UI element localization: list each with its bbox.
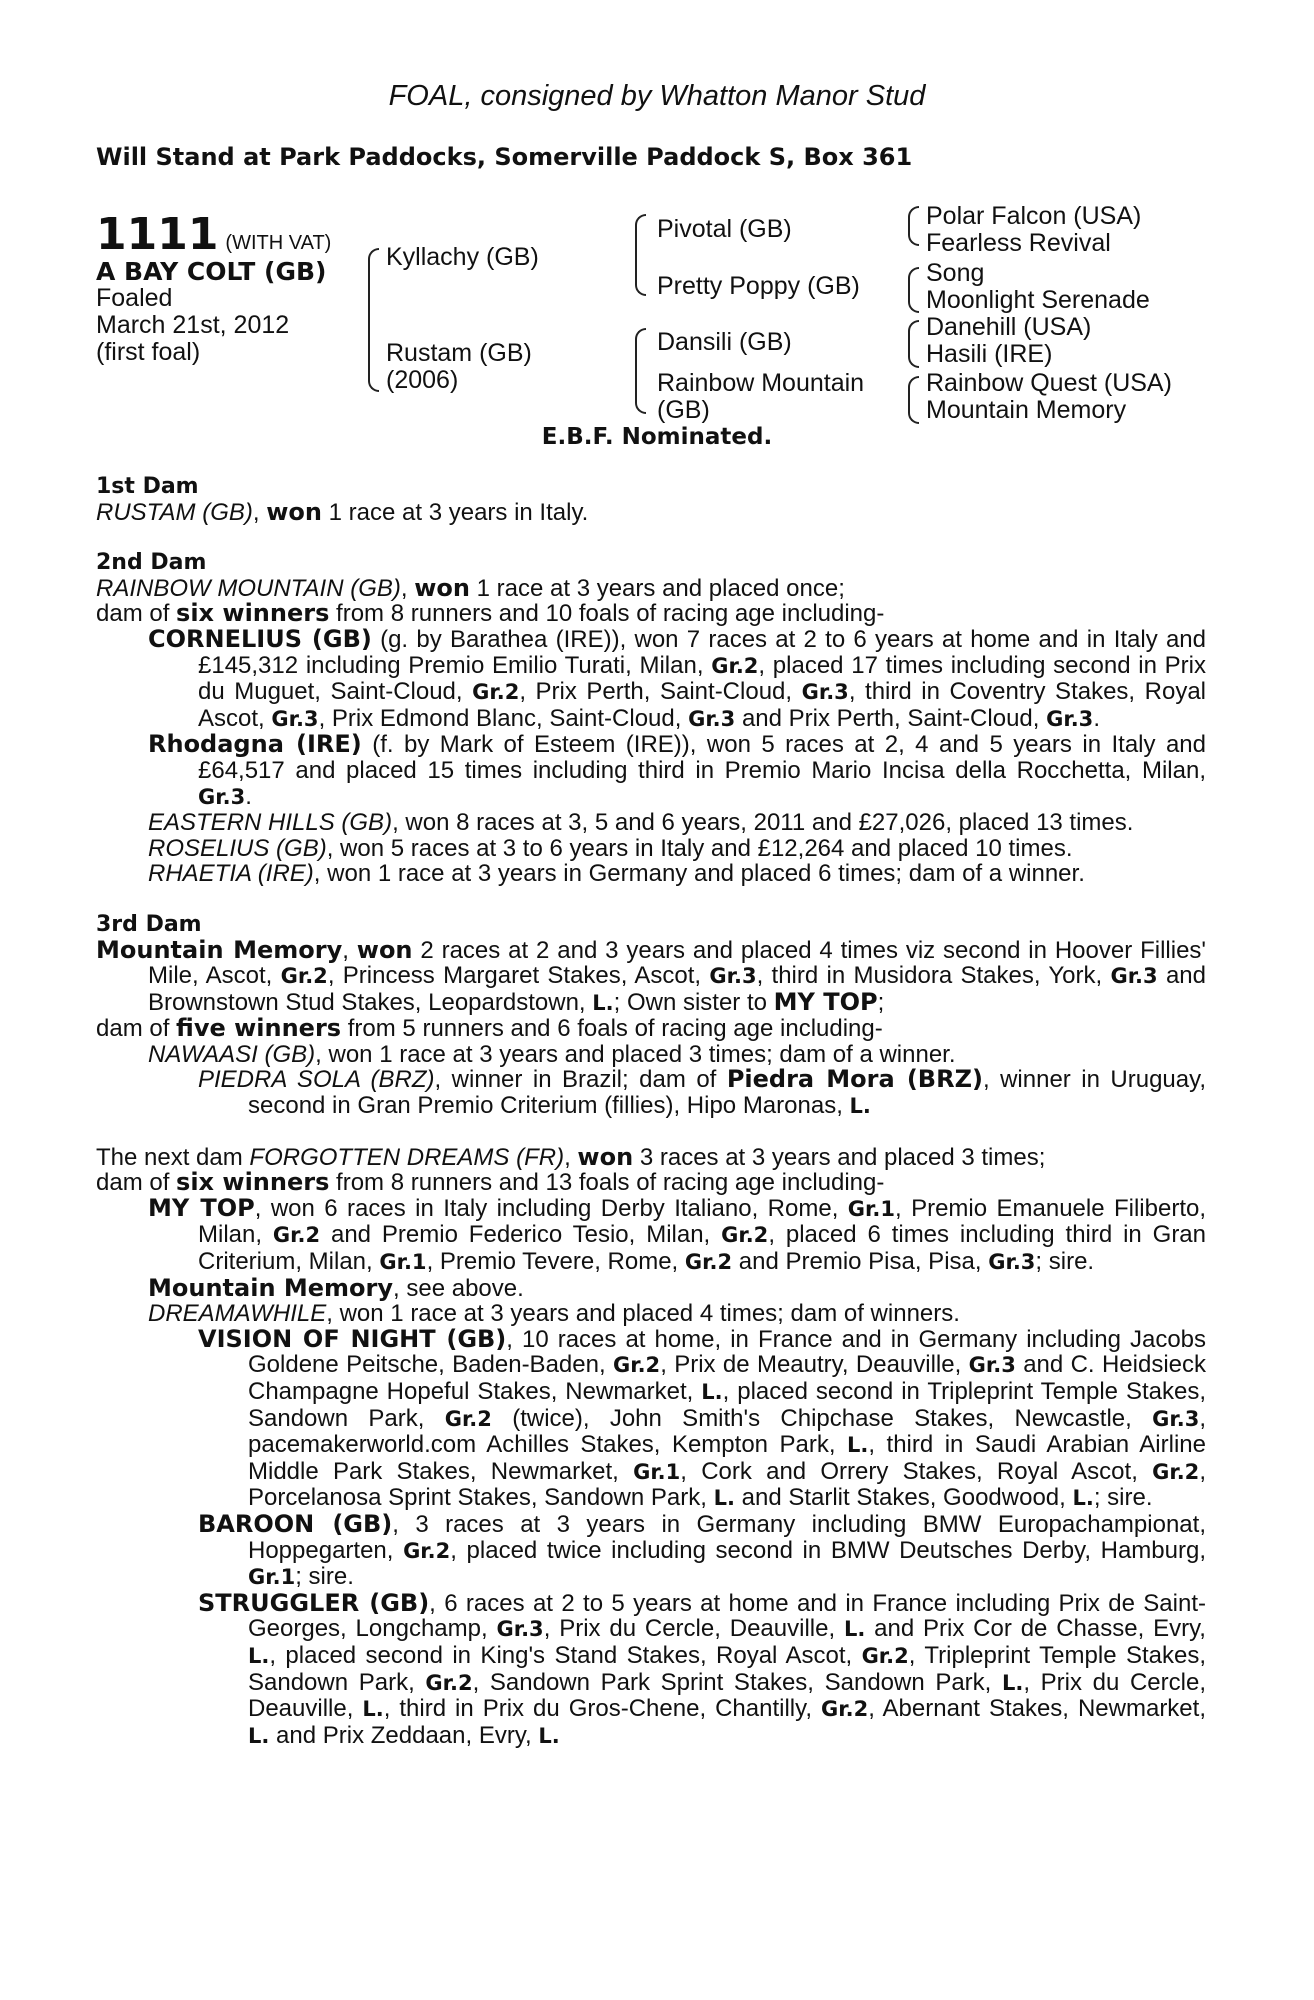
produce-entry-roselius	[148, 836, 1206, 862]
produce-entry-struggler	[198, 1588, 1206, 1750]
winners-count: five winners	[176, 1014, 342, 1043]
pedigree-brace-g3-3	[908, 320, 919, 368]
record-text: ;	[877, 988, 885, 1016]
consignment-line: FOAL, consigned by Whatton Manor Stud	[388, 80, 926, 112]
horse-name: DREAMAWHILE	[148, 1300, 327, 1328]
horse-name: MY TOP	[148, 1193, 255, 1222]
grade-label: Gr.3	[988, 1250, 1036, 1275]
grade-label: Gr.2	[684, 1250, 733, 1275]
grade-label: L.	[248, 1643, 270, 1668]
grade-label: L.	[843, 1617, 866, 1642]
catalogue-body	[96, 474, 1206, 1749]
second-dam-produce-summary	[96, 601, 1206, 627]
pedigree-gen3-5: Danehill (USA)	[926, 313, 1092, 341]
pedigree-brace-g3-2	[908, 267, 919, 313]
record-text: and Prix Zeddaan, Evry,	[269, 1721, 539, 1749]
record-text: , won 5 races at 3 to 6 years in Italy and £12,264 and placed 10 times.	[326, 834, 1073, 862]
pedigree-dam-dam-line2: (GB)	[657, 396, 710, 424]
foal-note: (first foal)	[96, 338, 201, 366]
record-text: , placed twice including second in BMW Deutsches Derby, Hamburg,	[450, 1536, 1206, 1564]
pedigree-gen3-8: Mountain Memory	[926, 396, 1127, 424]
grade-label: L.	[538, 1723, 560, 1748]
pedigree-brace-gen1	[368, 248, 379, 392]
record-text: , Prix Edmond Blanc, Saint-Cloud,	[318, 704, 689, 732]
pedigree-gen3-4: Moonlight Serenade	[926, 286, 1150, 314]
won-label: won	[356, 935, 413, 964]
grade-label: Gr.3	[709, 964, 757, 989]
pedigree-brace-dam	[635, 328, 646, 414]
record-text: , Sandown Park Sprint Stakes, Sandown Park,	[472, 1668, 1002, 1696]
pedigree-sire: Kyllachy (GB)	[386, 243, 539, 271]
lot-number: 1111	[96, 209, 219, 260]
record-text: dam of	[96, 600, 177, 628]
pedigree-sire-dam: Pretty Poppy (GB)	[657, 272, 860, 300]
horse-name: BAROON (GB)	[198, 1509, 393, 1538]
record-text: (f. by Mark of Esteem (IRE)), won 5 races at 2, 4 and 5 years in Italy and £64,517 and placed 15 times including third in Premio Mario Incisa della Rocchetta, Milan,	[198, 731, 1206, 784]
grade-label: Gr.2	[821, 1697, 869, 1722]
first-dam-record: RUSTAM (GB), won 1 race at 3 years in Italy.	[96, 497, 589, 526]
record-text: , placed second in King's Stand Stakes, Royal Ascot,	[269, 1641, 862, 1669]
record-text: .	[245, 782, 252, 810]
horse-name: EASTERN HILLS (GB)	[148, 809, 393, 837]
record-text: and Starlit Stakes, Goodwood,	[734, 1484, 1073, 1512]
next-dam-record	[96, 1142, 1206, 1171]
grade-label: Gr.3	[968, 1353, 1016, 1378]
record-text: , placed second in Tripleprint Temple Stakes, Sandown Park,	[248, 1378, 1206, 1432]
grade-label: Gr.3	[1110, 964, 1158, 989]
pedigree-brace-g3-4	[908, 376, 919, 424]
record-text: (g. by Barathea (IRE)), won 7 races at 2 to 6 years at home and in Italy and £145,312 including Premio Emilio Turati, Milan,	[198, 625, 1206, 679]
grade-label: Gr.2	[472, 680, 520, 705]
pedigree-dam-dam-line1: Rainbow Mountain	[657, 369, 865, 397]
grade-label: L.	[1072, 1486, 1094, 1511]
produce-entry-eastern-hills	[148, 810, 1206, 836]
horse-name: CORNELIUS (GB)	[148, 624, 372, 653]
first-dam-heading: 1st Dam	[96, 474, 199, 499]
dam-name: RAINBOW MOUNTAIN (GB)	[96, 574, 401, 602]
record-text: and Prix Perth, Saint-Cloud,	[735, 704, 1047, 732]
horse-name: PIEDRA SOLA (BRZ)	[198, 1066, 435, 1094]
produce-entry-mountain-memory	[148, 1273, 1206, 1302]
record-text: , pacemakerworld.com Achilles Stakes, Kempton Park,	[248, 1404, 1207, 1459]
grade-label: Gr.2	[444, 1406, 492, 1431]
lot-name: A BAY COLT (GB)	[96, 257, 327, 286]
grade-label: Gr.2	[861, 1643, 909, 1668]
record-text: dam of	[96, 1015, 177, 1043]
pedigree-dam-year: (2006)	[386, 366, 459, 394]
stand-location: Will Stand at Park Paddocks, Somerville Paddock S, Box 361	[96, 143, 913, 171]
pedigree-brace-sire	[635, 214, 646, 296]
third-dam-heading: 3rd Dam	[96, 911, 202, 937]
grade-label: Gr.3	[271, 706, 319, 731]
record-text: and Brownstown Stud Stakes, Leopardstown,	[148, 962, 1206, 1016]
grade-label: Gr.1	[847, 1196, 895, 1221]
pedigree-gen3-6: Hasili (IRE)	[926, 340, 1053, 368]
record-text: from 5 runners and 6 foals of racing age including-	[341, 1015, 883, 1043]
grade-label: Gr.3	[1046, 706, 1094, 731]
record-text: and Premio Federico Tesio, Milan,	[320, 1221, 722, 1249]
won-label: won	[414, 573, 470, 602]
produce-entry-cornelius	[148, 624, 1206, 732]
grade-label: Gr.1	[633, 1459, 681, 1484]
grade-label: L.	[701, 1380, 723, 1404]
record-text: , third in Musidora Stakes, York,	[756, 962, 1111, 990]
grade-label: L.	[847, 1433, 869, 1458]
record-text: and Prix Cor de Chasse, Evry,	[865, 1615, 1206, 1643]
grade-label: Gr.3	[801, 680, 849, 705]
produce-entry-my-top	[148, 1193, 1207, 1276]
horse-name: VISION OF NIGHT (GB)	[198, 1324, 507, 1353]
horse-name: Piedra Mora (BRZ)	[726, 1065, 983, 1094]
grade-label: Gr.2	[425, 1670, 473, 1695]
lot-info	[96, 209, 332, 366]
grade-label: L.	[849, 1094, 871, 1119]
record-text: , Prix du Cercle, Deauville,	[543, 1615, 844, 1643]
record-text: .	[1093, 704, 1100, 732]
record-text: from 8 runners and 13 foals of racing age including-	[329, 1169, 885, 1197]
grade-label: L.	[248, 1723, 270, 1748]
grade-label: Gr.3	[688, 706, 736, 731]
grade-label: Gr.2	[280, 964, 328, 989]
produce-entry-rhodagna	[148, 732, 1206, 810]
record-text: , third in Saudi Arabian Airline Middle Park Stakes, Newmarket,	[248, 1431, 1206, 1485]
record-text: and Premio Pisa, Pisa,	[732, 1248, 989, 1276]
record-text: , Tripleprint Temple Stakes, Sandown Park,	[248, 1641, 1206, 1696]
second-dam-heading: 2nd Dam	[96, 550, 207, 576]
grade-label: Gr.3	[496, 1617, 544, 1642]
record-text: , won 1 race at 3 years and placed 4 times; dam of winners.	[326, 1300, 960, 1328]
pedigree-gen3-2: Fearless Revival	[926, 229, 1111, 257]
pedigree-dam-sire: Dansili (GB)	[657, 328, 792, 356]
grade-label: Gr.3	[1152, 1406, 1200, 1431]
record-text: dam of	[96, 1169, 177, 1197]
grade-label: Gr.2	[1152, 1459, 1200, 1484]
record-text: , Porcelanosa Sprint Stakes, Sandown Park,	[248, 1457, 1206, 1512]
foaled-date: March 21st, 2012	[96, 311, 290, 339]
record-text: , Premio Tevere, Rome,	[426, 1248, 685, 1276]
sister-name: MY TOP	[773, 987, 878, 1016]
record-text: , won 1 race at 3 years in Germany and placed 6 times; dam of a winner.	[313, 860, 1085, 888]
horse-name: ROSELIUS (GB)	[148, 834, 327, 862]
record-text: ; sire.	[1035, 1248, 1095, 1276]
record-text: , placed 6 times including third in Gran Criterium, Milan,	[198, 1221, 1206, 1276]
record-text: , won 1 race at 3 years and placed 3 times; dam of a winner.	[315, 1040, 956, 1068]
record-text: , Princess Margaret Stakes, Ascot,	[327, 962, 710, 990]
record-text: , third in Prix du Gros-Chene, Chantilly,	[383, 1695, 822, 1723]
record-text: , Premio Emanuele Filiberto, Milan,	[198, 1194, 1207, 1249]
record-text: , 3 races at 3 years in Germany including BMW Europachampionat, Hoppegarten,	[248, 1510, 1206, 1564]
horse-name: RHAETIA (IRE)	[148, 860, 314, 888]
record-text: , won 6 races in Italy including Derby Italiano, Rome,	[254, 1194, 848, 1222]
record-text: 3 races at 3 years and placed 3 times;	[633, 1143, 1046, 1171]
record-text: from 8 runners and 10 foals of racing age including-	[329, 600, 885, 628]
grade-label: Gr.2	[612, 1353, 661, 1378]
pedigree-gen3-7: Rainbow Quest (USA)	[926, 369, 1172, 397]
grade-label: L.	[713, 1486, 735, 1511]
horse-name: NAWAASI (GB)	[148, 1040, 316, 1068]
winners-count: six winners	[176, 1168, 330, 1197]
record-text: 1 race at 3 years in Italy.	[321, 498, 589, 526]
grade-label: Gr.2	[272, 1223, 321, 1248]
grade-label: L.	[1001, 1670, 1024, 1695]
record-text: 2 races at 2 and 3 years and placed 4 times viz second in Hoover Fillies' Mile, Ascot,	[148, 936, 1207, 990]
grade-label: L.	[362, 1697, 384, 1722]
record-text: , Prix du Cercle, Deauville,	[248, 1668, 1206, 1723]
record-text: , Abernant Stakes, Newmarket,	[868, 1695, 1206, 1723]
produce-entry-piedra-sola	[198, 1067, 1206, 1119]
produce-entry-nawaasi	[148, 1042, 1206, 1068]
record-text: , winner in Uruguay, second in Gran Premio Criterium (fillies), Hipo Maronas,	[248, 1066, 1207, 1120]
grade-label: Gr.3	[198, 784, 246, 809]
dam-name: FORGOTTEN DREAMS (FR)	[249, 1143, 565, 1171]
grade-label: Gr.2	[403, 1538, 451, 1563]
second-dam-record: RAINBOW MOUNTAIN (GB), won 1 race at 3 years and placed once;	[96, 573, 845, 602]
record-text: and C. Heidsieck Champagne Hopeful Stakes, Newmarket,	[248, 1351, 1206, 1405]
pedigree-sire-sire: Pivotal (GB)	[657, 215, 792, 243]
record-text: The next dam	[96, 1143, 250, 1171]
pedigree-gen3-3: Song	[926, 259, 985, 287]
horse-name: STRUGGLER (GB)	[198, 1588, 430, 1617]
record-text: , 10 races at home, in France and in Germany including Jacobs Goldene Peitsche, Baden-Baden,	[248, 1325, 1207, 1379]
winners-count: six winners	[176, 599, 330, 628]
dam-name: Mountain Memory	[96, 935, 343, 964]
pedigree-brace-g3-1	[908, 206, 919, 246]
produce-entry-dreamawhile	[148, 1301, 1206, 1327]
grade-label: Gr.1	[379, 1250, 427, 1275]
record-text: 1 race at 3 years and placed once;	[469, 574, 845, 602]
record-text: , Prix Perth, Saint-Cloud,	[519, 678, 802, 706]
horse-name: Rhodagna (IRE)	[148, 730, 362, 759]
grade-label: L.	[592, 990, 614, 1015]
third-dam-record: Mountain Memory, won 2 races at 2 and 3 years and placed 4 times viz second in Hoover Fillies' Mile, Ascot, Gr.2, Princess Margaret Stakes, Ascot, Gr.3, third in Musidora Stakes, York, Gr.3 and Brownstown Stud Stakes, Leopardstown, L.; Own sister to MY TOP;	[96, 935, 1207, 1016]
pedigree-dam-name: Rustam (GB)	[386, 339, 532, 367]
record-text: ; Own sister to	[613, 988, 774, 1016]
vat-label: (WITH VAT)	[225, 232, 332, 254]
grade-label: Gr.1	[248, 1565, 296, 1590]
produce-entry-vision-of-night	[198, 1324, 1207, 1512]
ebf-nominated: E.B.F. Nominated.	[541, 424, 773, 450]
grade-label: Gr.2	[721, 1223, 769, 1248]
record-text: , winner in Brazil; dam of	[434, 1066, 727, 1094]
grade-label: Gr.2	[711, 653, 759, 678]
record-text: , won 8 races at 3, 5 and 6 years, 2011 and £27,026, placed 13 times.	[392, 809, 1134, 837]
produce-entry-rhaetia	[148, 861, 1206, 887]
third-dam-produce-summary	[96, 1016, 1206, 1042]
record-text: ; sire.	[1093, 1484, 1153, 1512]
record-text: , third in Coventry Stakes, Royal Ascot,	[198, 678, 1206, 732]
next-dam-produce-summary	[96, 1170, 1206, 1196]
record-text: ,	[564, 1143, 578, 1171]
record-text: , Prix de Meautry, Deauville,	[660, 1351, 969, 1379]
pedigree-gen3-1: Polar Falcon (USA)	[926, 202, 1142, 230]
horse-name: Mountain Memory	[148, 1273, 394, 1302]
produce-entry-baroon	[198, 1509, 1206, 1591]
record-text: , see above.	[393, 1274, 524, 1302]
foaled-label: Foaled	[96, 284, 173, 312]
record-text: (twice), John Smith's Chipchase Stakes, Newcastle,	[491, 1404, 1153, 1432]
record-text: ; sire.	[295, 1563, 354, 1591]
won-label: won	[266, 497, 322, 526]
record-text: , 6 races at 2 to 5 years at home and in France including Prix de Saint-Georges, Longchamp,	[248, 1589, 1206, 1643]
record-text: , placed 17 times including second in Prix du Muguet, Saint-Cloud,	[198, 651, 1206, 706]
dam-name: RUSTAM (GB)	[96, 498, 253, 526]
won-label: won	[577, 1142, 634, 1171]
record-text: , Cork and Orrery Stakes, Royal Ascot,	[680, 1457, 1153, 1485]
